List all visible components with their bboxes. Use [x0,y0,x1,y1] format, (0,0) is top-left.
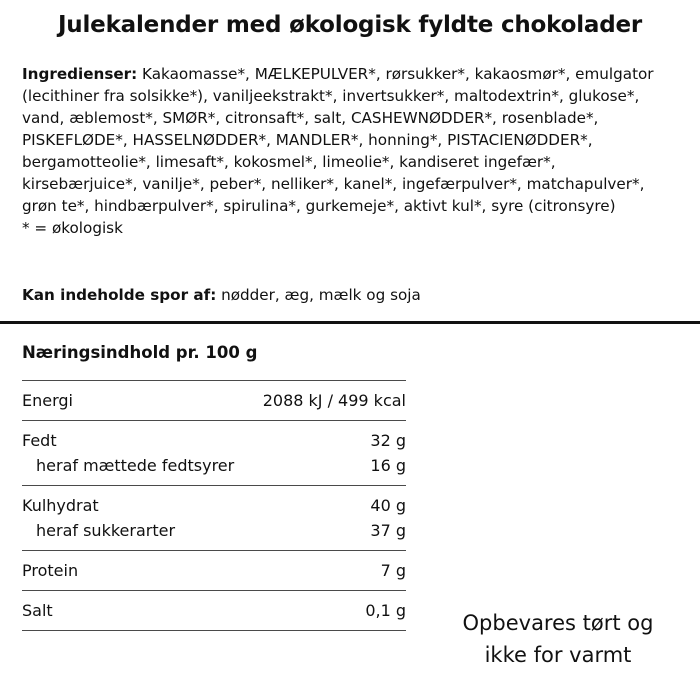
storage-note-line: Opbevares tørt og [462,611,654,635]
nutrition-group [22,380,406,420]
ingredients-label: Ingredienser: [22,65,138,83]
nutrition-row-label: heraf mættede fedtsyrer [36,456,235,475]
nutrition-row [22,518,406,543]
nutrition-row-label: Energi [22,391,73,410]
ingredients-block [22,63,682,239]
nutrition-group [22,590,406,631]
nutrition-row-value: 40 g [370,496,406,515]
allergens-label: Kan indeholde spor af: [22,286,217,304]
ingredients-line: * = økologisk [22,219,123,237]
nutrition-row-value: 7 g [380,561,406,580]
storage-note-line: ikke for varmt [484,643,632,667]
nutrition-row [22,493,406,518]
ingredients-line: kirsebærjuice*, vanilje*, peber*, nelliker*, kanel*, ingefærpulver*, matchapulver*, [22,175,645,193]
nutrition-row-label: Salt [22,601,53,620]
ingredients-line: PISKEFLØDE*, HASSELNØDDER*, MANDLER*, honning*, PISTACIENØDDER*, [22,131,593,149]
nutrition-row [22,428,406,453]
nutrition-row-value: 37 g [370,521,406,540]
ingredients-text: Kakaomasse*, MÆLKEPULVER*, rørsukker*, kakaosmør*, emulgator (lecithiner fra solsikke*), vaniljeekstrakt*, invertsukker*, maltodextrin*, glukose*, vand, æblemost*, SMØR*, citronsaft*, salt, CASHEWNØDDER*, rosenblade*, PISKEFLØDE*, HASSELNØDDER*, MANDLER*, honning*, PISTACIENØDDER*, bergamotteolie*, limesaft*, kokosmel*, limeolie*, kandiseret ingefær*, kirsebærjuice*, vanilje*, peber*, nelliker*, kanel*, ingefærpulver*, matchapulver*, grøn te*, hindbærpulver*, spirulina*, gurkemeje*, aktivt kul*, syre (citronsyre) * = økologisk [22,65,682,239]
allergens-text: nødder, æg, mælk og soja [216,286,421,304]
nutrition-row-value: 32 g [370,431,406,450]
section-divider [0,321,700,324]
nutrition-row [22,598,406,623]
allergens-block [22,284,421,306]
ingredients-line: grøn te*, hindbærpulver*, spirulina*, gurkemeje*, aktivt kul*, syre (citronsyre) [22,197,616,215]
ingredients-line: bergamotteolie*, limesaft*, kokosmel*, limeolie*, kandiseret ingefær*, [22,153,556,171]
nutrition-row-label: heraf sukkerarter [36,521,176,540]
nutrition-row-value: 0,1 g [365,601,406,620]
nutrition-heading: Næringsindhold pr. 100 g [22,343,258,362]
nutrition-row-label: Kulhydrat [22,496,99,515]
ingredients-line: vand, æblemost*, SMØR*, citronsaft*, salt, CASHEWNØDDER*, rosenblade*, [22,109,599,127]
nutrition-row-value: 2088 kJ / 499 kcal [262,391,406,410]
nutrition-table [22,380,406,631]
nutrition-row [22,453,406,478]
page-title: Julekalender med økologisk fyldte chokolader [57,12,643,38]
nutrition-row [22,558,406,583]
nutrition-row-label: Protein [22,561,79,580]
nutrition-group [22,485,406,550]
ingredients-line: (lecithiner fra solsikke*), vaniljeekstrakt*, invertsukker*, maltodextrin*, glukose*, [22,87,640,105]
nutrition-row [22,388,406,413]
nutrition-row-label: Fedt [22,431,57,450]
nutrition-group [22,420,406,485]
storage-note [434,607,682,671]
nutrition-row-value: 16 g [370,456,406,475]
nutrition-group [22,550,406,590]
